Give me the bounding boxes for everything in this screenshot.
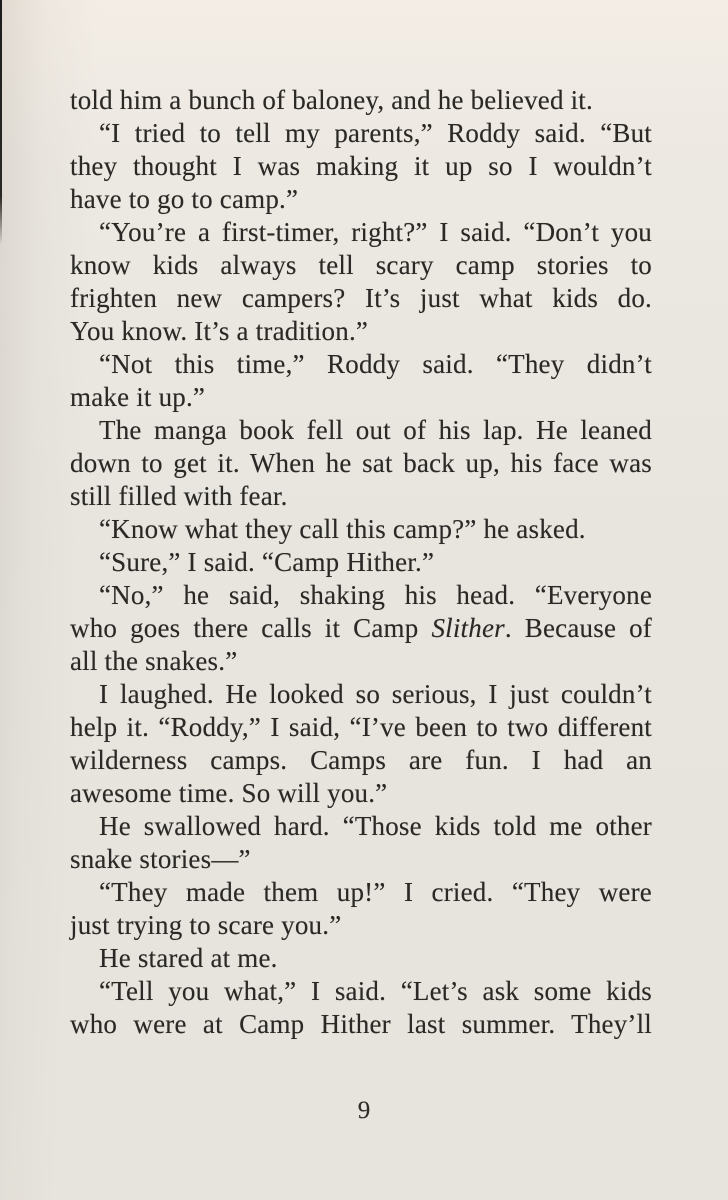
text-line: told him a bunch of baloney, and he believed it. xyxy=(70,85,593,115)
text-line: make it up.” xyxy=(70,382,206,412)
italic-text: Slither xyxy=(431,613,505,643)
text-line: help it. “Roddy,” I said, “I’ve been to two different xyxy=(70,712,652,742)
paragraph xyxy=(70,678,652,810)
text-line: He stared at me. xyxy=(99,943,278,973)
text-line: He swallowed hard. “Those kids told me other xyxy=(99,811,652,841)
text-line: “I tried to tell my parents,” Roddy said. “But xyxy=(99,118,652,148)
paragraph xyxy=(70,579,652,678)
text-line: “Sure,” I said. “Camp Hither.” xyxy=(99,547,435,577)
text-line: snake stories—” xyxy=(70,844,251,874)
text-line: have to go to camp.” xyxy=(70,184,299,214)
text-line: wilderness camps. Camps are fun. I had an xyxy=(70,745,652,775)
paragraph xyxy=(70,216,652,348)
text-line: all the snakes.” xyxy=(70,646,238,676)
paragraph xyxy=(70,117,652,216)
paragraph xyxy=(70,975,652,1041)
text-line: “Tell you what,” I said. “Let’s ask some kids xyxy=(99,976,652,1006)
text-line: down to get it. When he sat back up, his face was xyxy=(70,448,652,478)
text-line: know kids always tell scary camp stories to xyxy=(70,250,652,280)
text-line: I laughed. He looked so serious, I just couldn’t xyxy=(99,679,652,709)
paragraph xyxy=(70,84,652,117)
text-line: who were at Camp Hither last summer. They’ll xyxy=(70,1009,652,1039)
text-line: You know. It’s a tradition.” xyxy=(70,316,369,346)
text-line: “They made them up!” I cried. “They were xyxy=(99,877,652,907)
paragraph xyxy=(70,513,652,546)
text-line: “No,” he said, shaking his head. “Everyone xyxy=(99,580,652,610)
text-line: “Know what they call this camp?” he asked. xyxy=(99,514,586,544)
text-line: who goes there calls it Camp Slither. Because of xyxy=(70,613,653,643)
text-line: just trying to scare you.” xyxy=(70,910,342,940)
text-block xyxy=(70,84,652,1041)
text-line: they thought I was making it up so I wouldn’t xyxy=(70,151,652,181)
paragraph xyxy=(70,810,652,876)
paragraph xyxy=(70,876,652,942)
text-line: “You’re a first-timer, right?” I said. “Don’t you xyxy=(99,217,652,247)
scan-edge-artifact xyxy=(0,0,2,245)
paragraph xyxy=(70,414,652,513)
page-number: 9 xyxy=(357,1097,371,1124)
text-line: frighten new campers? It’s just what kids do. xyxy=(70,283,652,313)
paragraph xyxy=(70,546,652,579)
paragraph xyxy=(70,942,652,975)
text-line: awesome time. So will you.” xyxy=(70,778,388,808)
paragraph xyxy=(70,348,652,414)
text-line: still filled with fear. xyxy=(70,481,288,511)
text-line: “Not this time,” Roddy said. “They didn’t xyxy=(99,349,652,379)
text-line: The manga book fell out of his lap. He leaned xyxy=(99,415,652,445)
